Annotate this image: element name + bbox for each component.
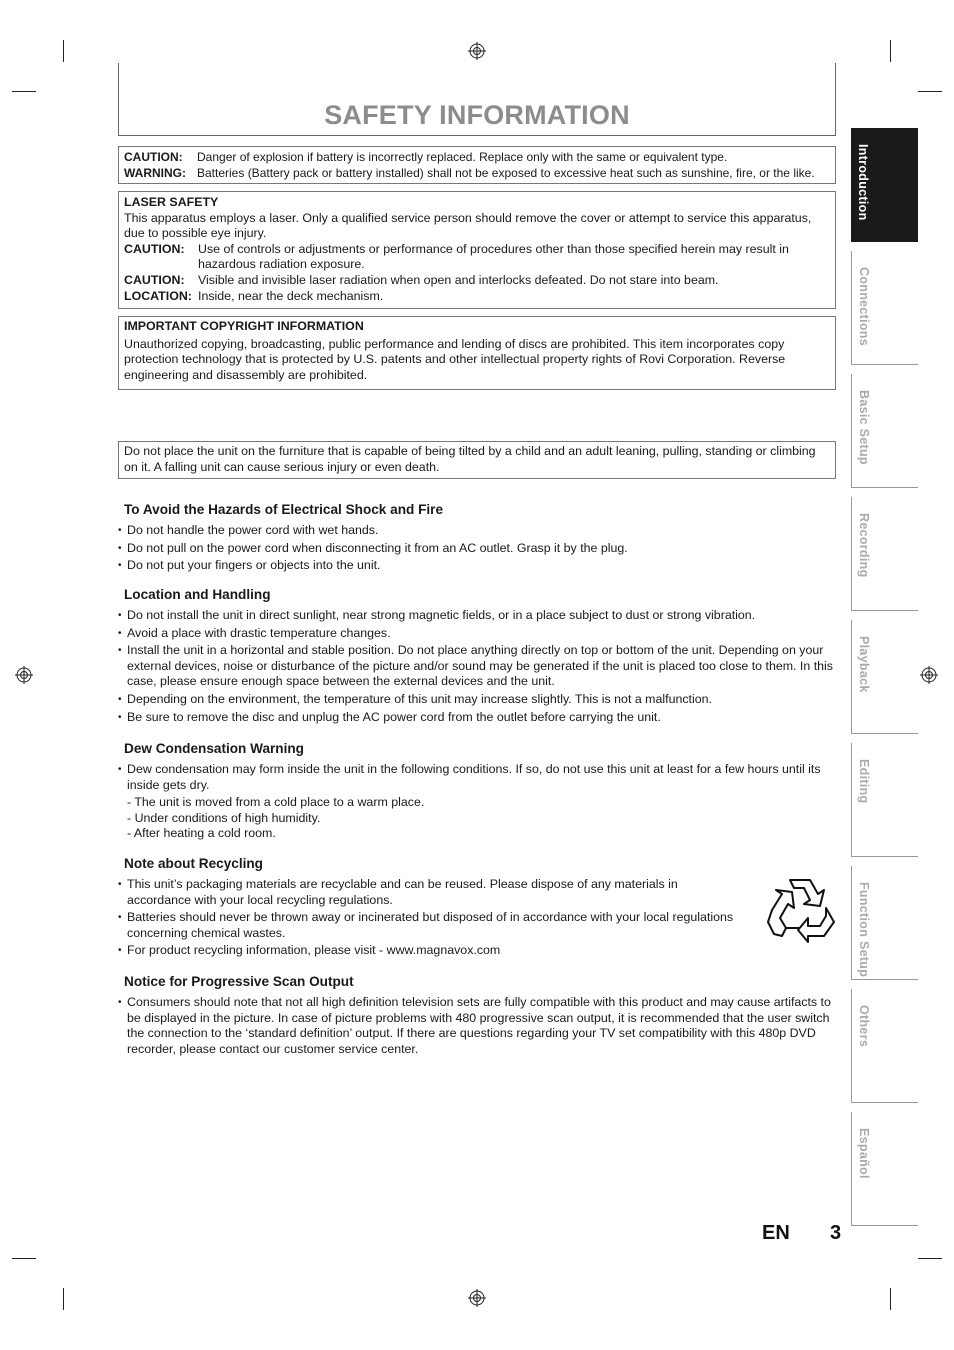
bullet-list xyxy=(118,762,838,793)
dew-condensation-section xyxy=(118,740,838,842)
warning-row xyxy=(124,165,830,181)
tilt-warning-text: Do not place the unit on the furniture that is capable of being tilted by a child and an adult leaning, pulling, standing or climbing on it. A falling unit can cause serious injury or even death. xyxy=(124,444,816,474)
laser-safety-intro: This apparatus employs a laser. Only a qualified service person should remove the cover or attempt to service this apparatus, due to possible eye injury. xyxy=(124,210,812,241)
laser-caution-label: CAUTION: xyxy=(124,272,185,287)
section-heading: Dew Condensation Warning xyxy=(124,741,304,756)
warning-text: Batteries (Battery pack or battery installed) shall not be exposed to excessive heat such as sunshine, fire, or the like. xyxy=(197,166,815,180)
shock-fire-section xyxy=(118,501,838,576)
tab-espanol[interactable] xyxy=(851,1112,918,1226)
caution-label: CAUTION: xyxy=(124,150,183,164)
bullet-list xyxy=(118,877,738,959)
laser-safety-title: LASER SAFETY xyxy=(124,195,219,209)
registration-mark-icon xyxy=(15,666,33,684)
section-heading: Location and Handling xyxy=(124,587,271,602)
laser-caution-row xyxy=(124,273,830,289)
tilt-warning-box xyxy=(118,441,836,479)
sub-item: - After heating a cold room. xyxy=(127,826,276,841)
list-item: • Do not pull on the power cord when disconnecting it from an AC outlet. Grasp it by the plug. xyxy=(118,541,838,557)
laser-safety-box xyxy=(118,191,836,309)
list-item: • Consumers should note that not all high definition television sets are fully compatible with this product and may cause artifacts to be displayed in the picture. In case of picture problems with 480 progressive scan output, it is recommended that the user switch the connection to the ‘standard definition’ output. If there are questions regarding your TV set compatibility with this 480p DVD recorder, please contact our customer service center. xyxy=(118,995,838,1057)
warning-label: WARNING: xyxy=(124,166,186,180)
laser-location-text: Inside, near the deck mechanism. xyxy=(198,288,384,303)
registration-mark-icon xyxy=(468,42,486,60)
crop-mark xyxy=(12,1258,36,1259)
tab-editing[interactable] xyxy=(851,743,918,857)
list-item: • Be sure to remove the disc and unplug the AC power cord from the outlet before carrying the unit. xyxy=(118,710,838,726)
tab-label: Connections xyxy=(856,267,871,346)
list-item: • Do not handle the power cord with wet hands. xyxy=(118,523,838,539)
list-item: • Do not install the unit in direct sunlight, near strong magnetic fields, or in a place subject to dust or strong vibration. xyxy=(118,608,838,624)
tab-label: Editing xyxy=(856,759,871,804)
copyright-box xyxy=(118,316,836,390)
bullet-list xyxy=(118,523,838,574)
section-heading: To Avoid the Hazards of Electrical Shock and Fire xyxy=(124,502,444,517)
tab-label: Español xyxy=(856,1128,871,1179)
crop-mark xyxy=(918,91,942,92)
tab-introduction[interactable] xyxy=(851,128,918,242)
crop-mark xyxy=(890,40,891,62)
tab-recording[interactable] xyxy=(851,497,918,611)
tab-function-setup[interactable] xyxy=(851,866,918,980)
tab-basic-setup[interactable] xyxy=(851,374,918,488)
tab-playback[interactable] xyxy=(851,620,918,734)
title-frame xyxy=(118,63,836,136)
tab-connections[interactable] xyxy=(851,251,918,365)
tab-label: Others xyxy=(856,1005,871,1048)
list-item: • Do not put your fingers or objects into the unit. xyxy=(118,558,838,574)
bullet-list xyxy=(118,608,838,725)
laser-caution-text: Use of controls or adjustments or performance of procedures other than those specified herein may result in hazardous radiation exposure. xyxy=(198,241,789,272)
section-heading: Note about Recycling xyxy=(124,856,263,871)
section-heading: Notice for Progressive Scan Output xyxy=(124,974,354,989)
page-title: SAFETY INFORMATION xyxy=(324,100,630,130)
crop-mark xyxy=(918,1258,942,1259)
battery-warning-box xyxy=(118,146,836,184)
sub-item: - The unit is moved from a cold place to a warm place. xyxy=(127,795,425,810)
registration-mark-icon xyxy=(920,666,938,684)
list-item: • Avoid a place with drastic temperature changes. xyxy=(118,626,838,642)
recycling-section xyxy=(118,855,738,961)
recycle-icon xyxy=(766,876,836,944)
caution-text: Danger of explosion if battery is incorrectly replaced. Replace only with the same or equivalent type. xyxy=(197,150,728,164)
page-number: 3 xyxy=(830,1222,842,1244)
registration-mark-icon xyxy=(468,1289,486,1307)
copyright-text: Unauthorized copying, broadcasting, public performance and lending of discs are prohibited. This item incorporates copy protection technology that is protected by U.S. patents and other intellectual property rights of Rovi Corporation. Reverse engineering and disassembly are prohibited. xyxy=(124,336,786,382)
laser-location-row xyxy=(124,289,830,305)
list-item: • This unit’s packaging materials are recyclable and can be reused. Please dispose of any materials in accordance with your local recycling regulations. xyxy=(118,877,738,908)
laser-caution-row xyxy=(124,242,830,273)
location-handling-section xyxy=(118,586,838,727)
crop-mark xyxy=(63,1288,64,1310)
crop-mark xyxy=(12,91,36,92)
list-item: • Install the unit in a horizontal and stable position. Do not place anything directly on top or bottom of the unit. Depending on your external devices, noise or disturbance of the picture and/or sound may be generated if the unit is placed too close to them. In this case, please ensure enough space between the external devices and the unit. xyxy=(118,643,838,690)
tab-label: Basic Setup xyxy=(856,390,871,465)
list-item: • Dew condensation may form inside the unit in the following conditions. If so, do not use this unit at least for a few hours until its inside gets dry. xyxy=(118,762,838,793)
progressive-scan-section xyxy=(118,973,838,1059)
tab-others[interactable] xyxy=(851,989,918,1103)
crop-mark xyxy=(890,1288,891,1310)
sub-item: - Under conditions of high humidity. xyxy=(127,810,321,825)
list-item: • For product recycling information, please visit - www.magnavox.com xyxy=(118,943,738,959)
tab-label: Recording xyxy=(856,513,871,578)
list-item: • Depending on the environment, the temperature of this unit may increase slightly. This is not a malfunction. xyxy=(118,692,838,708)
laser-caution-label: CAUTION: xyxy=(124,241,185,256)
copyright-title: IMPORTANT COPYRIGHT INFORMATION xyxy=(124,319,364,333)
language-code: EN xyxy=(762,1222,790,1244)
list-item: • Batteries should never be thrown away or incinerated but disposed of in accordance with your local regulations concerning chemical wastes. xyxy=(118,910,738,941)
caution-row xyxy=(124,149,830,165)
laser-caution-text: Visible and invisible laser radiation when open and interlocks defeated. Do not stare into beam. xyxy=(198,272,719,287)
chapter-tabs xyxy=(851,128,918,1235)
crop-mark xyxy=(63,40,64,62)
laser-location-label: LOCATION: xyxy=(124,288,192,303)
tab-label: Introduction xyxy=(855,144,870,221)
tab-label: Playback xyxy=(856,636,871,693)
bullet-list xyxy=(118,995,838,1057)
tab-label: Function Setup xyxy=(856,882,871,978)
